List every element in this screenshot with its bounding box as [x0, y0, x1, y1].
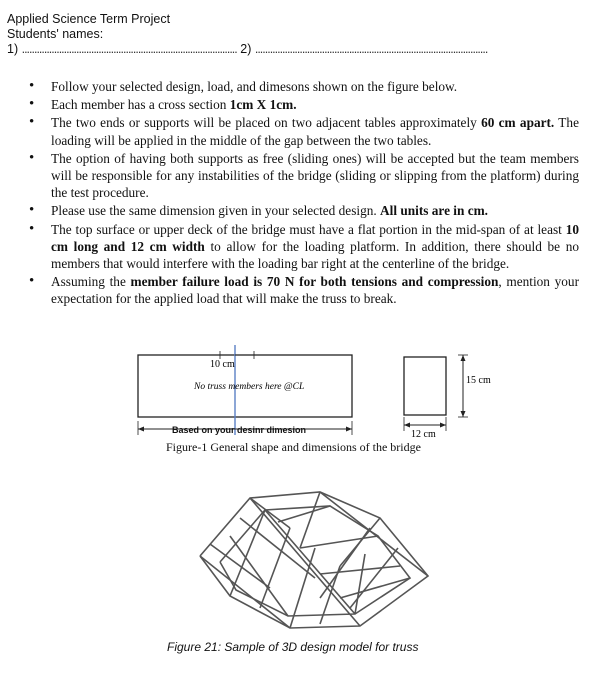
instruction-text: The loading will be applied in the middle of the gap between the two tables. [51, 115, 579, 148]
instruction-item [24, 150, 579, 202]
name2-blank[interactable]: .............................................................................................. [254, 42, 488, 56]
instruction-text: , mention your expectation for the applied load that will make the truss to break. [51, 274, 579, 307]
instruction-text: Follow your selected design, load, and dimesons shown on the figure below. [51, 79, 458, 94]
instruction-emphasis: 60 cm apart. [481, 115, 555, 131]
student-names-line [7, 42, 552, 56]
instruction-text: Please use the same dimension given in your selected design. [51, 203, 381, 219]
instruction-item [24, 78, 579, 95]
dim-height-label: 15 cm [466, 375, 491, 386]
no-members-note: No truss members here @CL [194, 382, 305, 392]
instruction-emphasis: All units are in cm. [380, 203, 489, 219]
truss-outer-frame [200, 492, 428, 628]
instruction-text: to allow for the loading platform. In addition, there should be no members that would interfere with the loading bar right at the centerline of the bridge. [51, 238, 579, 272]
instruction-item [24, 221, 579, 273]
project-title: Applied Science Term Project [7, 12, 171, 26]
instruction-emphasis: 1cm X 1cm. [229, 97, 297, 113]
based-on-note: Based on your desinr dimesion [172, 425, 307, 435]
dim-width-label: 12 cm [411, 429, 436, 440]
students-label: Students' names: [7, 27, 104, 41]
truss-3d-illustration [170, 478, 450, 638]
instruction-item [24, 273, 579, 307]
instruction-emphasis: 10 cm long and 12 cm width [51, 221, 579, 254]
dim-top-label: 10 cm [210, 359, 235, 370]
document-header [7, 12, 170, 42]
instruction-emphasis: member failure load is 70 N for both tensions and compression [130, 274, 499, 290]
instruction-item [24, 114, 579, 148]
instruction-text: Assuming the [51, 274, 131, 290]
instruction-item [24, 202, 579, 219]
cross-section-outline [404, 357, 446, 415]
instruction-text: Each member has a cross section [51, 97, 230, 113]
instruction-text: The two ends or supports will be placed on two adjacent tables approximately [51, 115, 482, 131]
instruction-text: The top surface or upper deck of the bridge must have a flat portion in the mid-span of at least [51, 221, 566, 237]
figure1-caption: Figure-1 General shape and dimensions of the bridge [166, 440, 421, 454]
instruction-text: The option of having both supports as free (sliding ones) will be accepted but the team members will be responsible for any instabilities of the bridge (sliding or slipping from the platform) during the test procedure. [51, 150, 579, 201]
instructions-list [24, 78, 579, 309]
name2-label: 2) [240, 42, 252, 56]
name1-label: 1) [7, 42, 19, 56]
name1-blank[interactable]: ....................................................................................... [21, 42, 237, 56]
instruction-item [24, 96, 579, 113]
figure2-caption: Figure 21: Sample of 3D design model for truss [167, 640, 419, 654]
